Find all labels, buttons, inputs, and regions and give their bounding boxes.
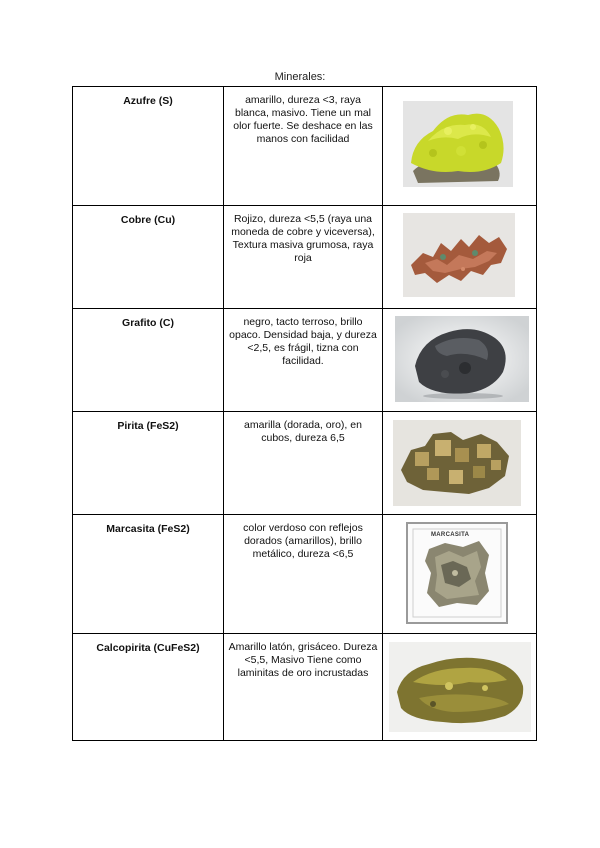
mineral-name: Azufre (S) [73, 87, 224, 206]
graphite-specimen-image [395, 316, 529, 402]
mineral-name: Grafito (C) [73, 309, 224, 412]
mineral-description: Rojizo, dureza <5,5 (raya una moneda de cobre y viceversa), Textura masiva grumosa, raya roja [224, 206, 383, 309]
chalcopyrite-specimen-image [389, 642, 531, 732]
table-row [73, 309, 537, 412]
mineral-name: Pirita (FeS2) [73, 412, 224, 515]
table-row [73, 634, 537, 741]
mineral-name: Marcasita (FeS2) [73, 515, 224, 634]
mineral-description: negro, tacto terroso, brillo opaco. Densidad baja, y dureza <2,5, es frágil, tizna con facilidad. [224, 309, 383, 412]
mineral-description: amarillo, dureza <3, raya blanca, masivo. Tiene un mal olor fuerte. Se deshace en las manos con facilidad [224, 87, 383, 206]
table-caption: Minerales: [274, 71, 326, 83]
sulfur-specimen-image [403, 101, 513, 187]
mineral-name: Cobre (Cu) [73, 206, 224, 309]
mineral-description: color verdoso con reflejos dorados (amarillos), brillo metálico, dureza <6,5 [224, 515, 383, 634]
table-row [73, 206, 537, 309]
table-row [73, 515, 537, 634]
copper-specimen-image [403, 213, 515, 297]
mineral-description: amarilla (dorada, oro), en cubos, dureza 6,5 [224, 412, 383, 515]
minerals-table [72, 86, 537, 741]
mineral-description: Amarillo latón, grisáceo. Dureza <5,5, Masivo Tiene como laminitas de oro incrustadas [224, 634, 383, 741]
pyrite-specimen-image [393, 420, 521, 506]
mineral-name: Calcopirita (CuFeS2) [73, 634, 224, 741]
table-row [73, 412, 537, 515]
marcasite-box-label: MARCASITA [431, 532, 470, 538]
table-row [73, 87, 537, 206]
